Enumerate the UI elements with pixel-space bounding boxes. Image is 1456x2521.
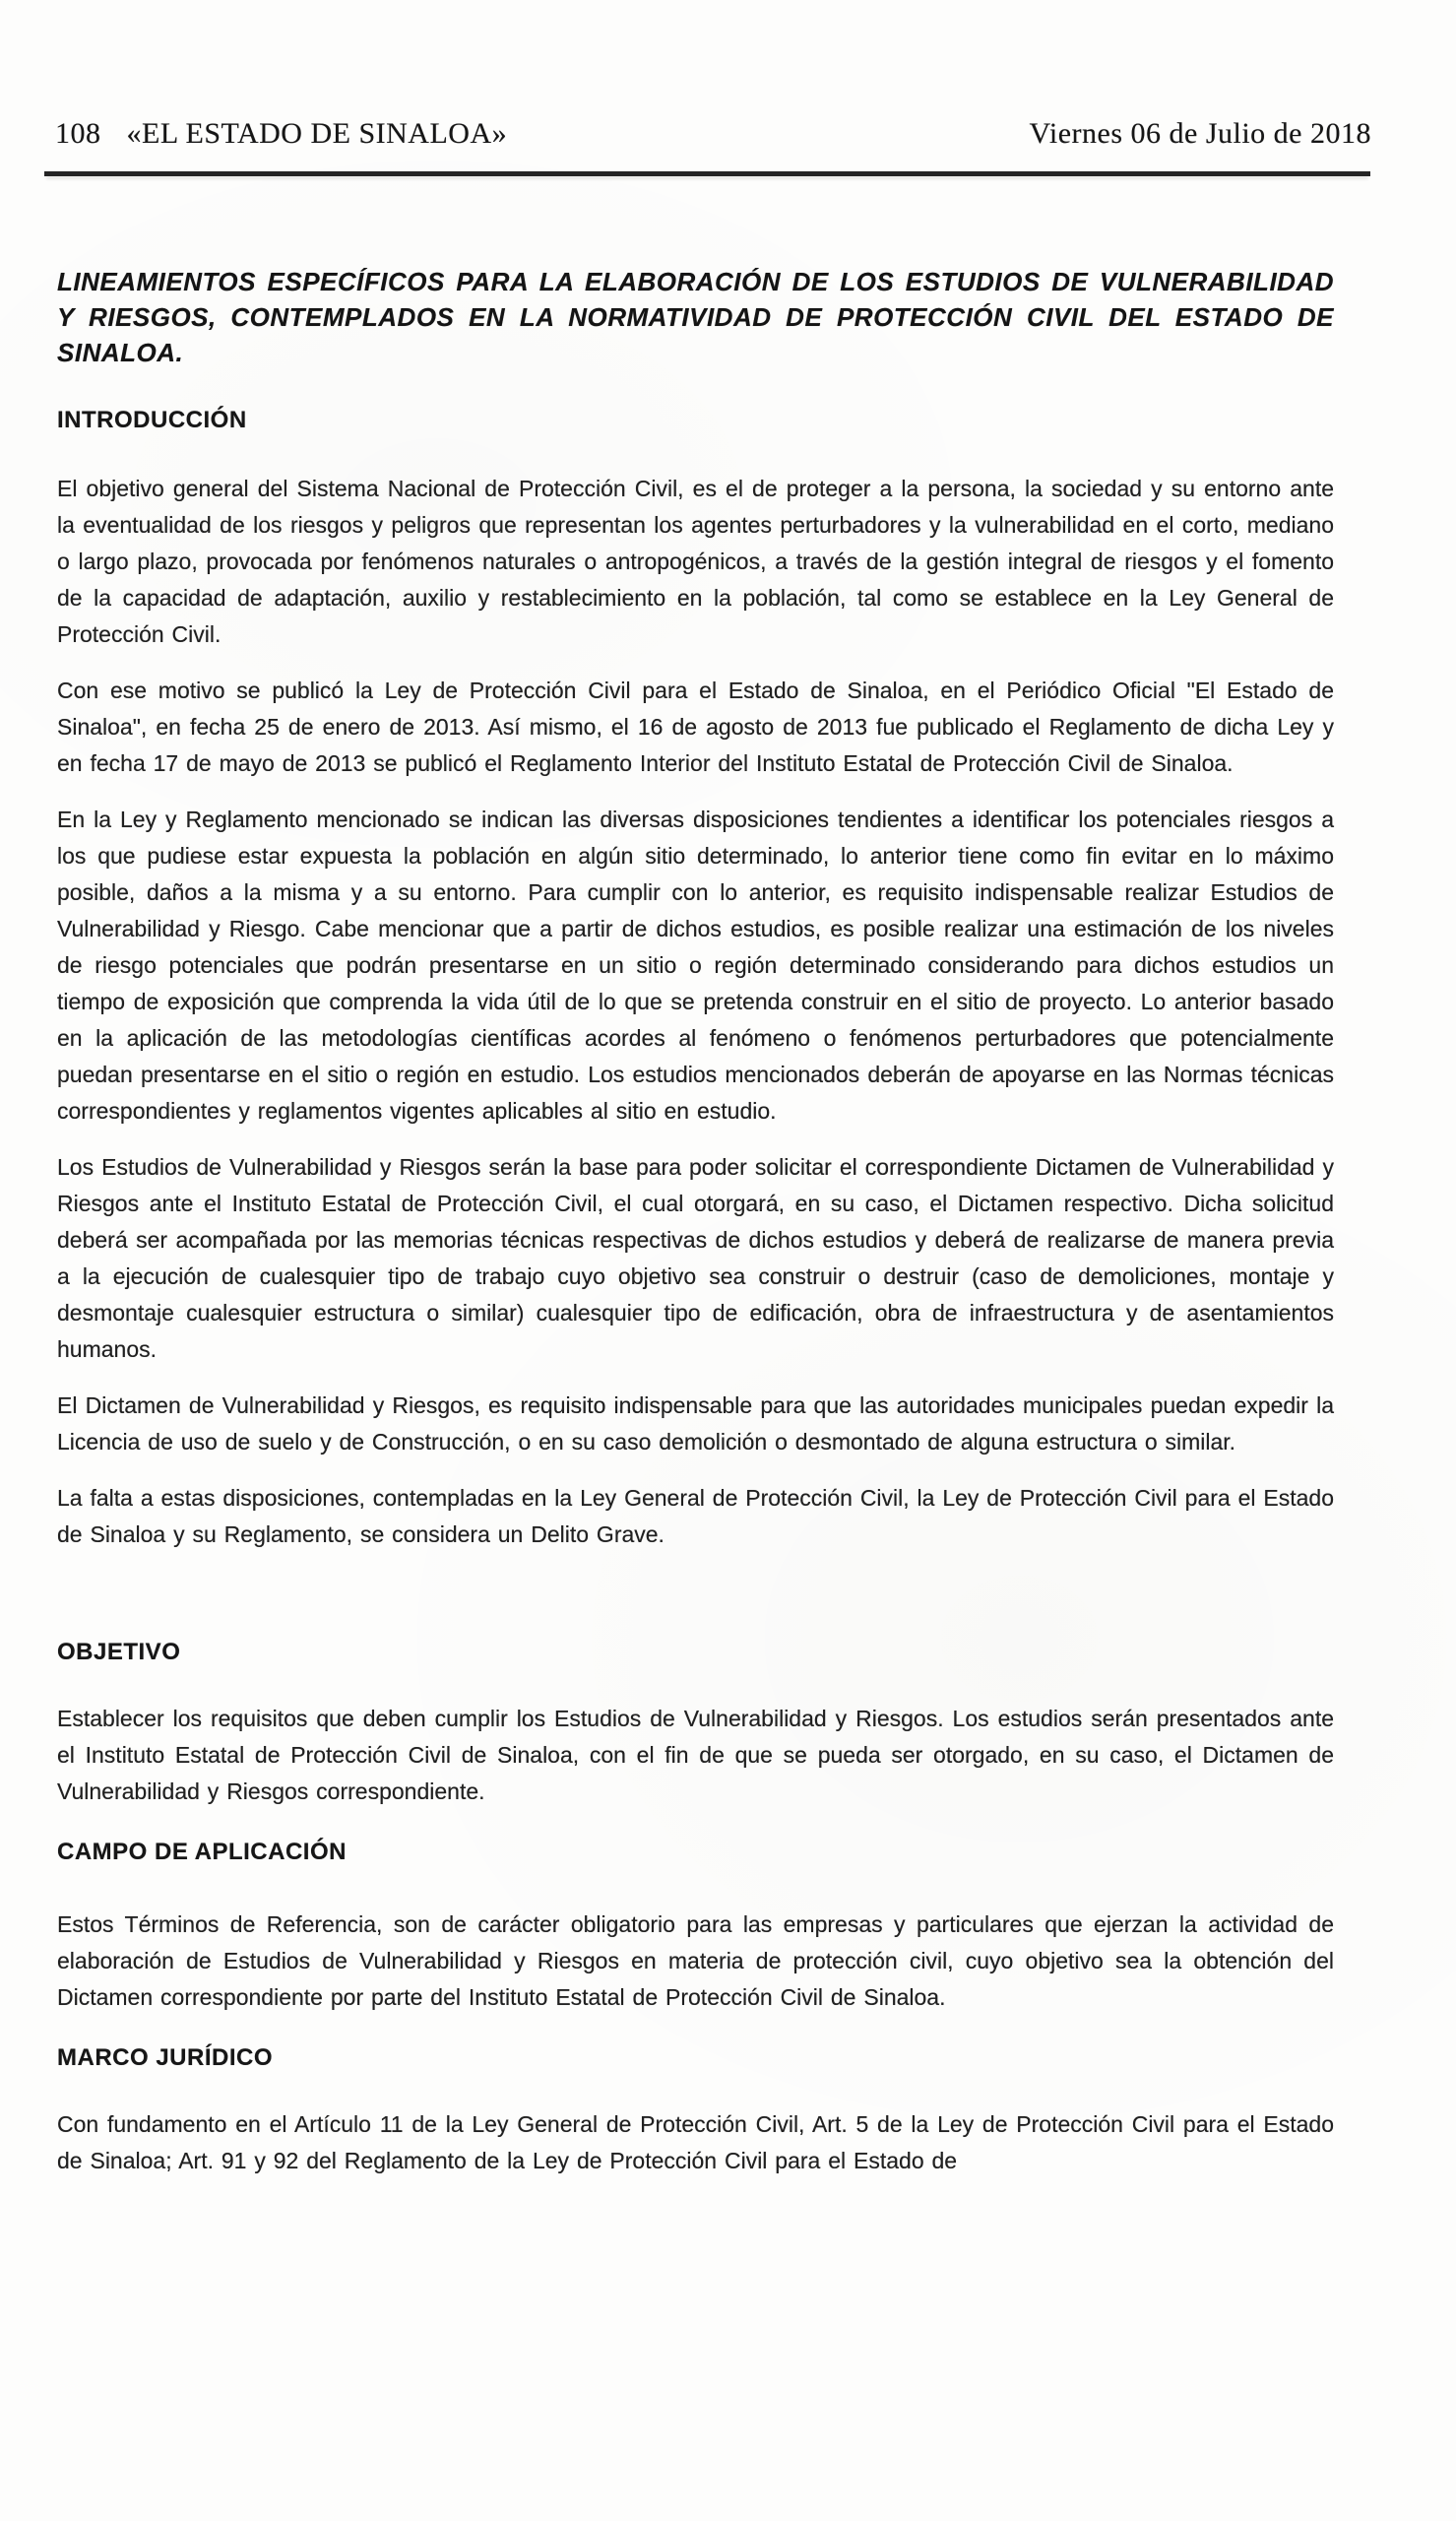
paragraph: Estos Términos de Referencia, son de carácter obligatorio para las empresas y particulares que ejerzan la actividad de elaboración de Estudios de Vulnerabilidad y Riesgos en materia de protección civil, cuyo objetivo sea la obtención del Dictamen correspondiente por parte del Instituto Estatal de Protección Civil de Sinaloa. [57,1911,1334,2010]
paragraph: El Dictamen de Vulnerabilidad y Riesgos, es requisito indispensable para que las autoridades municipales puedan expedir la Licencia de uso de suelo y de Construcción, o en su caso demolición o desmontado de alguna estructura o similar. [57,1392,1334,1454]
document-title: LINEAMIENTOS ESPECÍFICOS PARA LA ELABORACIÓN DE LOS ESTUDIOS DE VULNERABILIDAD Y RIESGOS, CONTEMPLADOS EN LA NORMATIVIDAD DE PROTECCIÓN CIVIL DEL ESTADO DE SINALOA. [57,267,1334,367]
paragraph: Los Estudios de Vulnerabilidad y Riesgos serán la base para poder solicitar el correspondiente Dictamen de Vulnerabilidad y Riesgos ante el Instituto Estatal de Protección Civil, el cual otorgará, en su caso, el Dictamen respectivo. Dicha solicitud deberá ser acompañada por las memorias técnicas respectivas de dichos estudios y deberá de realizarse de manera previa a la ejecución de cualesquier tipo de trabajo cuyo objetivo sea construir o destruir (caso de demoliciones, montaje y desmontaje cualesquier estructura o similar) cualesquier tipo de edificación, obra de infraestructura y de asentamientos humanos. [57,1154,1334,1362]
issue-date: Viernes 06 de Julio de 2018 [1029,117,1371,150]
paragraph: Establecer los requisitos que deben cumplir los Estudios de Vulnerabilidad y Riesgos. Los estudios serán presentados ante el Instituto Estatal de Protección Civil de Sinaloa, con el fin de que se pueda ser otorgado, en su caso, el Dictamen de Vulnerabilidad y Riesgos correspondiente. [57,1706,1334,1804]
section-heading-introduccion: INTRODUCCIÓN [57,407,247,433]
paragraph: La falta a estas disposiciones, contempladas en la Ley General de Protección Civil, la Ley de Protección Civil para el Estado de Sinaloa y su Reglamento, se considera un Delito Grave. [57,1485,1334,1547]
paragraph: Con fundamento en el Artículo 11 de la Ley General de Protección Civil, Art. 5 de la Ley de Protección Civil para el Estado de Sinaloa; Art. 91 y 92 del Reglamento de la Ley de Protección Civil para el Estado de [57,2111,1334,2173]
section-heading-objetivo: OBJETIVO [57,1639,181,1665]
section-heading-campo-de-aplicacion: CAMPO DE APLICACIÓN [57,1839,347,1865]
header-left [55,116,507,152]
document-body [57,264,1334,2179]
section-heading-marco-juridico: MARCO JURÍDICO [57,2044,274,2071]
header-rule [44,171,1370,176]
paragraph: El objetivo general del Sistema Nacional de Protección Civil, es el de proteger a la persona, la sociedad y su entorno ante la eventualidad de los riesgos y peligros que representan los agentes perturbadores y la vulnerabilidad en el corto, mediano o largo plazo, provocada por fenómenos naturales o antropogénicos, a través de la gestión integral de riesgos y el fomento de la capacidad de adaptación, auxilio y restablecimiento en la población, tal como se establece en la Ley General de Protección Civil. [57,476,1334,647]
page-header [55,116,1371,152]
gazette-name: «EL ESTADO DE SINALOA» [126,117,508,150]
page-number: 108 [55,117,101,150]
paragraph: Con ese motivo se publicó la Ley de Protección Civil para el Estado de Sinaloa, en el Periódico Oficial "El Estado de Sinaloa", en fecha 25 de enero de 2013. Así mismo, el 16 de agosto de 2013 fue publicado el Reglamento de dicha Ley y en fecha 17 de mayo de 2013 se publicó el Reglamento Interior del Instituto Estatal de Protección Civil de Sinaloa. [57,678,1334,776]
paragraph: En la Ley y Reglamento mencionado se indican las diversas disposiciones tendientes a identificar los potenciales riesgos a los que pudiese estar expuesta la población en algún sitio determinado, lo anterior tiene como fin evitar en lo máximo posible, daños a la misma y a su entorno. Para cumplir con lo anterior, es requisito indispensable realizar Estudios de Vulnerabilidad y Riesgo. Cabe mencionar que a partir de dichos estudios, es posible realizar una estimación de los niveles de riesgo potenciales que podrán presentarse en un sitio o región determinado considerando para dichos estudios un tiempo de exposición que comprenda la vida útil de lo que se pretenda construir en el sitio de proyecto. Lo anterior basado en la aplicación de las metodologías científicas acordes al fenómeno o fenómenos perturbadores que potencialmente puedan presentarse en el sitio o región en estudio. Los estudios mencionados deberán de apoyarse en las Normas técnicas correspondientes y reglamentos vigentes aplicables al sitio en estudio. [57,807,1334,1124]
